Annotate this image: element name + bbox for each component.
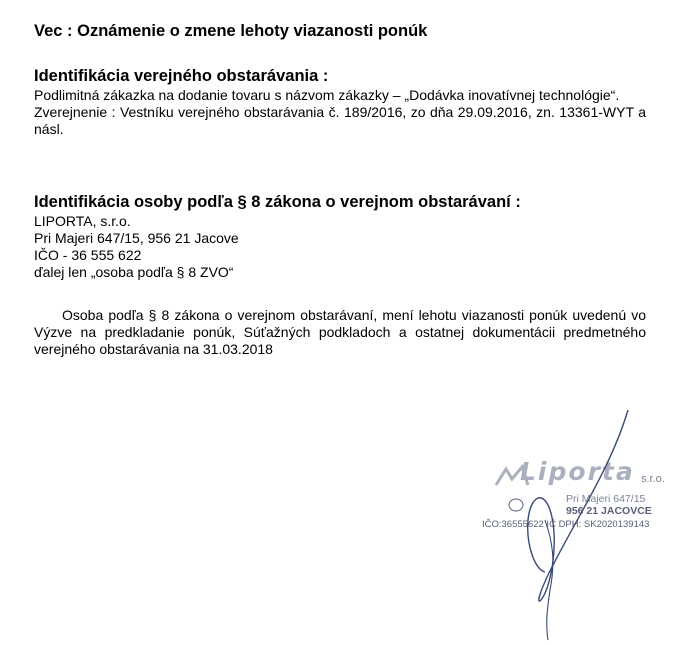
- stamp-tax-line: IČO:36555622 IČ DPH: SK2020139143: [482, 519, 650, 530]
- person-ico: IČO - 36 555 622: [34, 247, 142, 263]
- person-section: [34, 193, 646, 281]
- person-address: Pri Majeri 647/15, 956 21 Jacove: [34, 230, 239, 246]
- person-heading: Identifikácia osoby podľa § 8 zákona o verejnom obstarávaní :: [34, 193, 521, 211]
- stamp-city-line: 956 21 JACOVCE: [566, 505, 652, 517]
- procurement-section: [34, 67, 646, 138]
- stamp-address-line: Pri Majeri 647/15: [566, 493, 646, 505]
- body-paragraph: Osoba podľa § 8 zákona o verejnom obstarávaní, mení lehotu viazanosti ponúk uvedenú vo Výzve na predkladanie ponúk, Súťažných podkladoch a ostatnej dokumentácii predmetného verejného obstarávania na 31.03.2018: [34, 307, 646, 357]
- stamp-suffix: s.r.o.: [641, 473, 665, 485]
- procurement-heading: Identifikácia verejného obstarávania :: [34, 67, 329, 85]
- procurement-publication: Zverejnenie : Vestníku verejného obstarávania č. 189/2016, zo dňa 29.09.2016, zn. 13361-WYT a násl.: [34, 104, 646, 137]
- subject-heading: Vec : Oznámenie o zmene lehoty viazanosti ponúk: [34, 22, 428, 40]
- company-stamp: [478, 455, 678, 545]
- stamp-logo-text: Liporta: [520, 457, 635, 486]
- procurement-description: Podlimitná zákazka na dodanie tovaru s názvom zákazky – „Dodávka inovatívnej technológie“.: [34, 87, 620, 103]
- person-name: LIPORTA, s.r.o.: [34, 213, 131, 229]
- person-alias: ďalej len „osoba podľa § 8 ZVO“: [34, 264, 234, 280]
